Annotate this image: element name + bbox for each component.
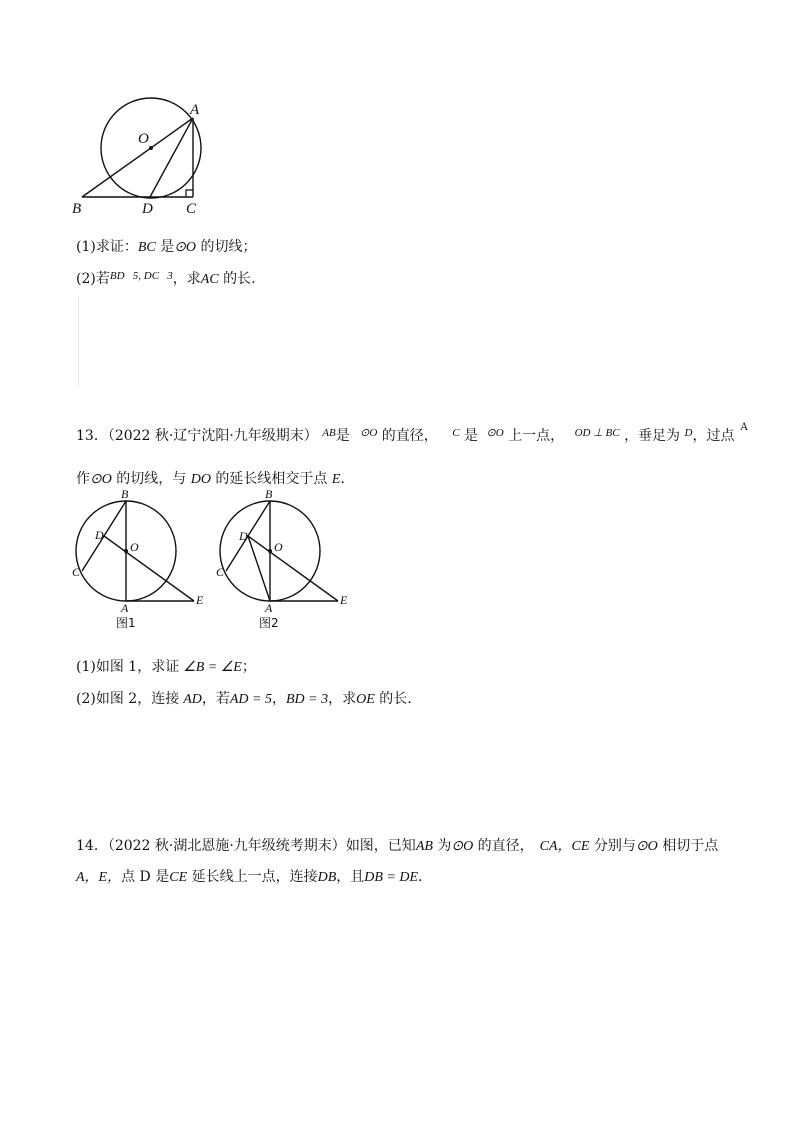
fig2-center xyxy=(268,549,272,553)
q12-bc: BC xyxy=(137,240,156,255)
fig2-label-e: E xyxy=(340,593,348,607)
figure-q13-1 xyxy=(72,487,204,630)
q13-line2-c: 的延长线相交于点 xyxy=(210,471,332,487)
q12-part1-is: 是 xyxy=(155,239,175,255)
q13-line2-a: 作 xyxy=(76,471,90,487)
q13-part2-m2: BD = 3 xyxy=(285,692,329,707)
q14-odot2: ⊙O xyxy=(635,839,658,854)
fig1-de xyxy=(104,536,194,601)
q14-t5: 相切于点 xyxy=(657,838,719,854)
q14-line2-eq: DB = DE xyxy=(364,870,419,885)
q14-line2-b: 延长线上一点，连接 xyxy=(187,869,318,885)
q13-part2-ad: AD xyxy=(183,692,202,707)
q13-part2 xyxy=(76,688,412,708)
q14-line2-d: ． xyxy=(418,869,433,885)
q14-t3: 的直径， xyxy=(473,838,534,854)
fig1-caption: 图1 xyxy=(116,616,136,630)
fig2-label-b: B xyxy=(265,487,273,501)
q13-c: C xyxy=(452,427,460,439)
q13-t1: 是 xyxy=(335,428,350,444)
label-o: O xyxy=(138,131,149,147)
q13-d: D xyxy=(684,427,693,439)
q14-line2-c: ，且 xyxy=(336,869,365,885)
q13-odot1: ⊙O xyxy=(360,427,378,439)
q13-part2-e: 的长. xyxy=(374,691,412,707)
q13-part2-c: ， xyxy=(271,691,286,707)
q14-line2-db: DB xyxy=(317,870,337,885)
fig2-label-c: C xyxy=(216,565,225,579)
fig1-label-e: E xyxy=(196,593,204,607)
q14-t4: 分别与 xyxy=(589,838,636,854)
fig2-label-d: D xyxy=(239,529,248,543)
q14-line2-a: 点 D 是 xyxy=(121,869,170,885)
fig1-label-c: C xyxy=(72,565,81,579)
q13-source: （2022 秋·辽宁沈阳·九年级期末） xyxy=(107,428,318,444)
q13-part2-d: ，求 xyxy=(328,691,357,707)
q14-line2 xyxy=(76,866,432,886)
q13-ab: AB xyxy=(322,427,336,439)
q13-odot2: ⊙O xyxy=(486,427,504,439)
q14-t1: 如图，已知 xyxy=(345,838,416,854)
fig2-caption: 图2 xyxy=(259,616,279,630)
figure-q13-2 xyxy=(216,487,348,630)
fig2-label-a: A xyxy=(265,601,273,615)
q13-part2-a: (2)如图 2，连接 xyxy=(76,691,180,707)
q14-line2-ce: CE xyxy=(169,870,188,885)
fig2-label-o: O xyxy=(274,540,283,554)
q13-part2-m1: AD = 5 xyxy=(229,692,272,707)
q13-a-sup: A xyxy=(740,422,748,433)
q13-t6: ，过点 xyxy=(692,428,735,444)
fig1-label-o: O xyxy=(130,540,139,554)
q13-t5: ，垂足为 xyxy=(624,428,681,444)
q13-part2-oe: OE xyxy=(356,692,375,707)
q12-part1-end: 的切线； xyxy=(196,239,257,255)
q14-source: （2022 秋·湖北恩施·九年级统考期末） xyxy=(107,838,346,854)
q14-ca-ce: CA，CE xyxy=(539,839,590,854)
q14-line1 xyxy=(76,835,718,855)
q12-part2-math: BD 5, DC 3 xyxy=(109,270,173,282)
q14-line2-ae: A，E， xyxy=(76,870,122,885)
q13-t4: 上一点， xyxy=(508,428,565,444)
q12-odot: ⊙O xyxy=(174,240,197,255)
q13-line2-b: 的切线，与 xyxy=(111,471,191,487)
q12-part1-text: (1)求证： xyxy=(76,239,138,255)
q12-part2-mid: ，求 xyxy=(172,271,201,287)
q12-part2-text: (2)若 xyxy=(76,271,110,287)
fig2-ad xyxy=(248,536,270,601)
label-d: D xyxy=(142,201,153,217)
q13-t2: 的直径， xyxy=(381,428,438,444)
q13-part1-math: ∠B = ∠E xyxy=(183,660,242,675)
q13-part1-a: (1)如图 1，求证 xyxy=(76,659,180,675)
fig2-de xyxy=(248,536,338,601)
fig1-label-d: D xyxy=(95,528,104,542)
q13-part1-b: ； xyxy=(241,659,256,675)
label-c: C xyxy=(186,201,197,217)
fig1-label-b: B xyxy=(121,487,129,501)
q13-line2-odot: ⊙O xyxy=(90,472,112,487)
label-a: A xyxy=(190,102,200,118)
q13-perp: OD ⊥ BC xyxy=(574,427,620,439)
fig1-center xyxy=(124,549,128,553)
q14-ab: AB xyxy=(415,839,433,854)
q13-part2-b: ，若 xyxy=(201,691,230,707)
q13-part1 xyxy=(76,656,256,676)
q14-t2: 为 xyxy=(432,838,452,854)
q12-ac: AC xyxy=(200,272,219,287)
q13-line2-e: E xyxy=(331,472,341,487)
q14-number: 14． xyxy=(76,838,108,854)
label-b: B xyxy=(72,201,82,217)
q14-odot1: ⊙O xyxy=(451,839,474,854)
fig1-label-a: A xyxy=(121,601,129,615)
q13-line2-d: ． xyxy=(340,471,355,487)
q13-number: 13． xyxy=(76,428,108,444)
q12-part2-end: 的长. xyxy=(218,271,256,287)
q13-t3: 是 xyxy=(464,428,479,444)
q13-line2-do: DO xyxy=(190,472,211,487)
